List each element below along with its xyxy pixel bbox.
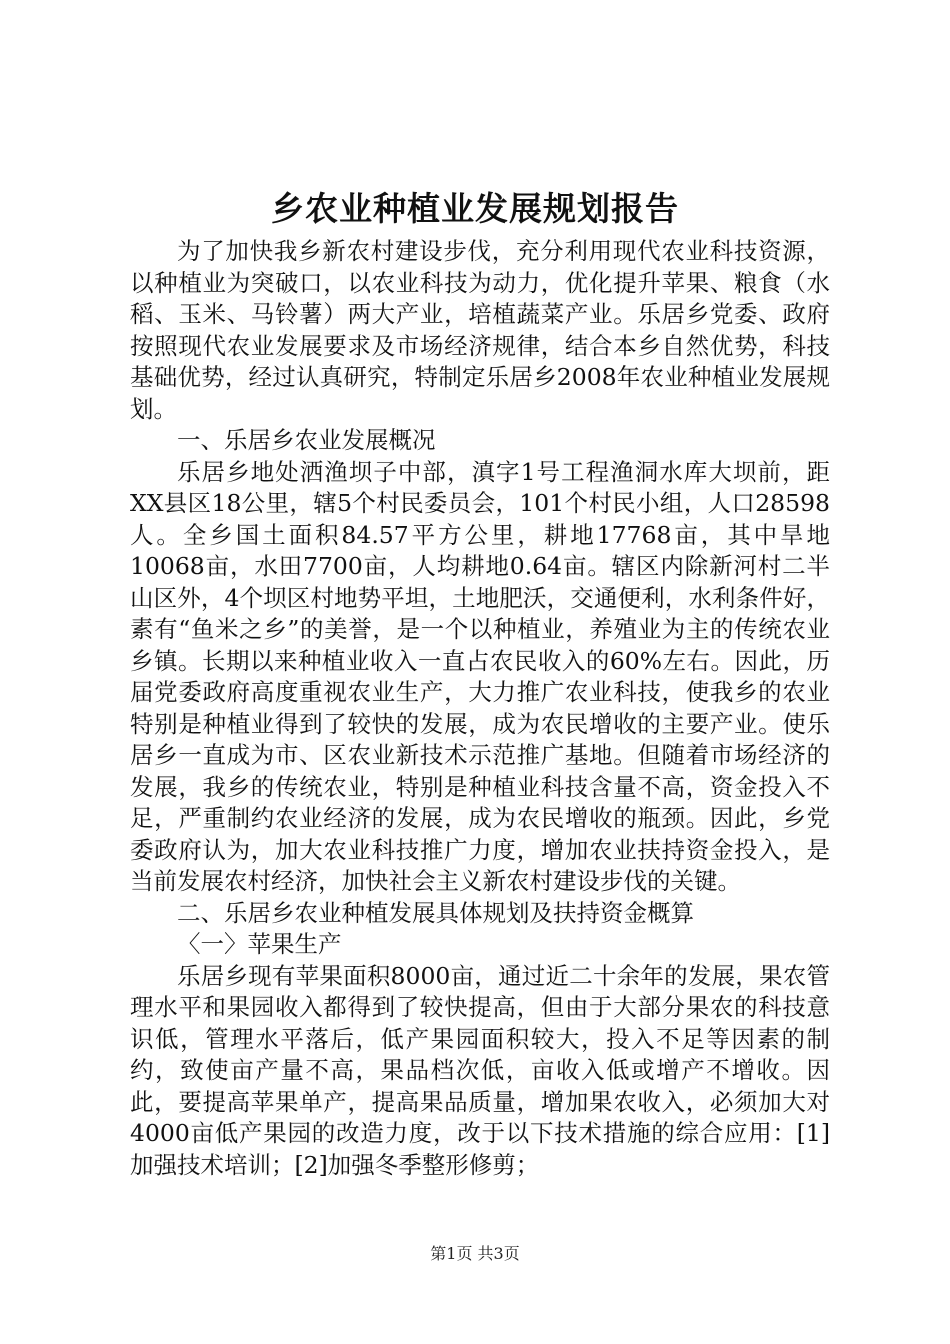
section-heading-overview: 一、乐居乡农业发展概况: [177, 426, 436, 454]
paragraph-intro: 为了加快我乡新农村建设步伐，充分利用现代农业科技资源，以种植业为突破口，以农业科技为动力，优化提升苹果、粮食（水稻、玉米、马铃薯）两大产业，培植蔬菜产业。乐居乡党委、政府按照现代农业发展要求及市场经济规律，结合本乡自然优势，科技基础优势，经过认真研究，特制定乐居乡2008年农业种植业发展规划。: [130, 237, 830, 423]
document-title: 乡农业种植业发展规划报告: [271, 189, 679, 228]
subsection-heading-apple: 〈一〉苹果生产: [177, 930, 342, 958]
section-heading-plan: 二、乐居乡农业种植发展具体规划及扶持资金概算: [177, 898, 694, 927]
paragraph-apple: 乐居乡现有苹果面积8000亩，通过近二十余年的发展，果农管理水平和果园收入都得到了较快提高，但由于大部分果农的科技意识低，管理水平落后，低产果园面积较大，投入不足等因素的制约，致使亩产量不高，果品档次低，亩收入低或增产不增收。因此，要提高苹果单产，提高果品质量，增加果农收入，必须加大对4000亩低产果园的改造力度，改于以下技术措施的综合应用：[1]加强技术培训；[2]加强冬季整形修剪；: [130, 961, 830, 1179]
paragraph-overview: 乐居乡地处洒渔坝子中部，滇字1号工程渔洞水库大坝前，距XX县区18公里，辖5个村民委员会，101个村民小组，人口28598人。全乡国土面积84.57平方公里，耕地17768亩，其中旱地10068亩，水田7700亩，人均耕地0.64亩。辖区内除新河村二半山区外，4个坝区村地势平坦，土地肥沃，交通便利，水利条件好，素有“鱼米之乡”的美誉，是一个以种植业，养殖业为主的传统农业乡镇。长期以来种植业收入一直占农民收入的60%左右。因此，历届党委政府高度重视农业生产，大力推广农业科技，使我乡的农业特别是种植业得到了较快的发展，成为农民增收的主要产业。使乐居乡一直成为市、区农业新技术示范推广基地。但随着市场经济的发展，我乡的传统农业，特别是种植业科技含量不高，资金投入不足，严重制约农业经济的发展，成为农民增收的瓶颈。因此，乡党委政府认为，加大农业科技推广力度，增加农业扶持资金投入，是当前发展农村经济，加快社会主义新农村建设步伐的关键。: [130, 457, 830, 895]
document-body: [130, 236, 830, 1181]
page-footer: 第1页 共3页: [430, 1244, 520, 1263]
